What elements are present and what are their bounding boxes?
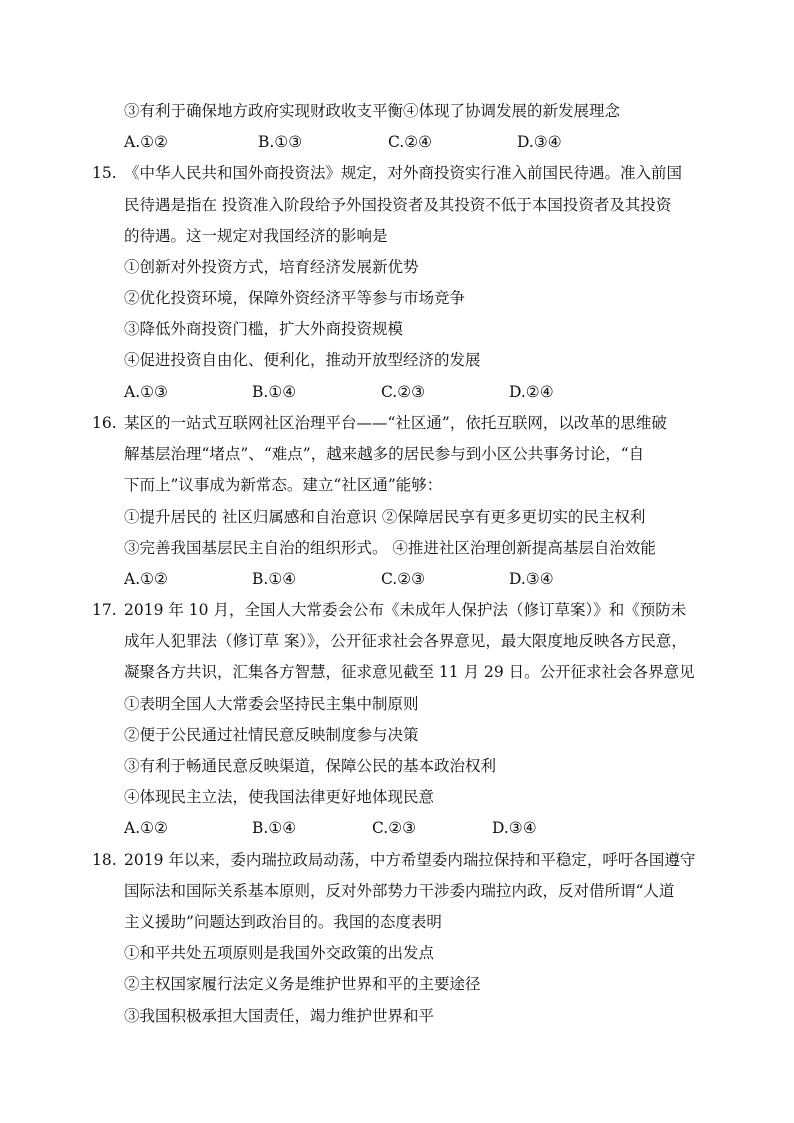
option-d: D.③④ xyxy=(509,570,554,588)
question-stem: 2019 年 10 月，全国人大常委会公布《未成年人保护法（修订草案）》和《预防未 xyxy=(124,601,687,619)
question-stem: 凝聚各方共识，汇集各方智慧，征求意见截至 11 月 29 日。公开征求社会各界意见 xyxy=(124,663,695,681)
option-b: B.①④ xyxy=(252,383,297,401)
question-stem: 主义援助”问题达到政治目的。我国的态度表明 xyxy=(124,913,442,931)
question-stem: 成年人犯罪法（修订草 案）》，公开征求社会各界意见，最大限度地反映各方民意， xyxy=(124,632,687,650)
option-a: A.①② xyxy=(124,819,168,837)
option-a: A.①③ xyxy=(124,383,168,401)
option-c: C.②③ xyxy=(372,819,417,837)
statement-item: ③我国积极承担大国责任，竭力维护世界和平 xyxy=(124,1007,435,1025)
option-a: A.①② xyxy=(124,570,168,588)
question-stem: 民待遇是指在 投资准入阶段给予外国投资者及其投资不低于本国投资者及其投资 xyxy=(124,196,672,214)
question-number: 18. xyxy=(92,851,117,869)
question-number: 17. xyxy=(92,601,117,619)
question-number: 15. xyxy=(92,164,117,182)
question-number: 16. xyxy=(92,414,117,432)
statement-item: ③有利于畅通民意反映渠道，保障公民的基本政治权利 xyxy=(124,757,497,775)
statement-item: ③完善我国基层民主自治的组织形式。 ④推进社区治理创新提高基层自治效能 xyxy=(124,539,656,557)
option-d: D.③④ xyxy=(517,133,562,151)
statement-item: ④促进投资自由化、便利化，推动开放型经济的发展 xyxy=(124,351,481,369)
option-c: C.②④ xyxy=(388,133,433,151)
question-stem: 解基层治理“堵点”、“难点”，越来越多的居民参与到小区公共事务讨论，“自 xyxy=(124,445,645,463)
question-stem: 下而上”议事成为新常态。建立“社区通”能够： xyxy=(124,476,443,494)
option-d: D.②④ xyxy=(509,383,554,401)
question-stem: 某区的一站式互联网社区治理平台——“社区通”，依托互联网，以改革的思维破 xyxy=(124,414,667,432)
option-b: B.①③ xyxy=(258,133,303,151)
statement-item: ①表明全国人大常委会坚持民主集中制原则 xyxy=(124,695,419,713)
option-b: B.①④ xyxy=(252,819,297,837)
option-c: C.②③ xyxy=(381,383,426,401)
option-b: B.①④ xyxy=(252,570,297,588)
question-stem: 2019 年以来，委内瑞拉政局动荡，中方希望委内瑞拉保持和平稳定，呼吁各国遵守 xyxy=(124,851,696,869)
statement-item: ①和平共处五项原则是我国外交政策的出发点 xyxy=(124,944,435,962)
statement-item: ②主权国家履行法定义务是维护世界和平的主要途径 xyxy=(124,975,481,993)
statement-item: ②优化投资环境，保障外资经济平等参与市场竞争 xyxy=(124,289,466,307)
statement-item: ④体现民主立法，使我国法律更好地体现民意 xyxy=(124,788,435,806)
option-c: C.②③ xyxy=(381,570,426,588)
question-stem: 的待遇。这一规定对我国经济的影响是 xyxy=(124,227,388,245)
question-stem: 《中华人民共和国外商投资法》规定，对外商投资实行准入前国民待遇。准入前国 xyxy=(124,164,683,182)
statement-item: ②便于公民通过社情民意反映制度参与决策 xyxy=(124,726,419,744)
statement-item: ①创新对外投资方式，培育经济发展新优势 xyxy=(124,258,419,276)
statement-item: ③降低外商投资门槛，扩大外商投资规模 xyxy=(124,320,404,338)
option-d: D.③④ xyxy=(492,819,537,837)
option-a: A.①② xyxy=(124,133,168,151)
top-line: ③有利于确保地方政府实现财政收支平衡④体现了协调发展的新发展理念 xyxy=(124,102,621,120)
statement-item: ①提升居民的 社区归属感和自治意识 ②保障居民享有更多更切实的民主权利 xyxy=(124,508,646,526)
question-stem: 国际法和国际关系基本原则，反对外部势力干涉委内瑞拉内政，反对借所谓“人道 xyxy=(124,882,675,900)
